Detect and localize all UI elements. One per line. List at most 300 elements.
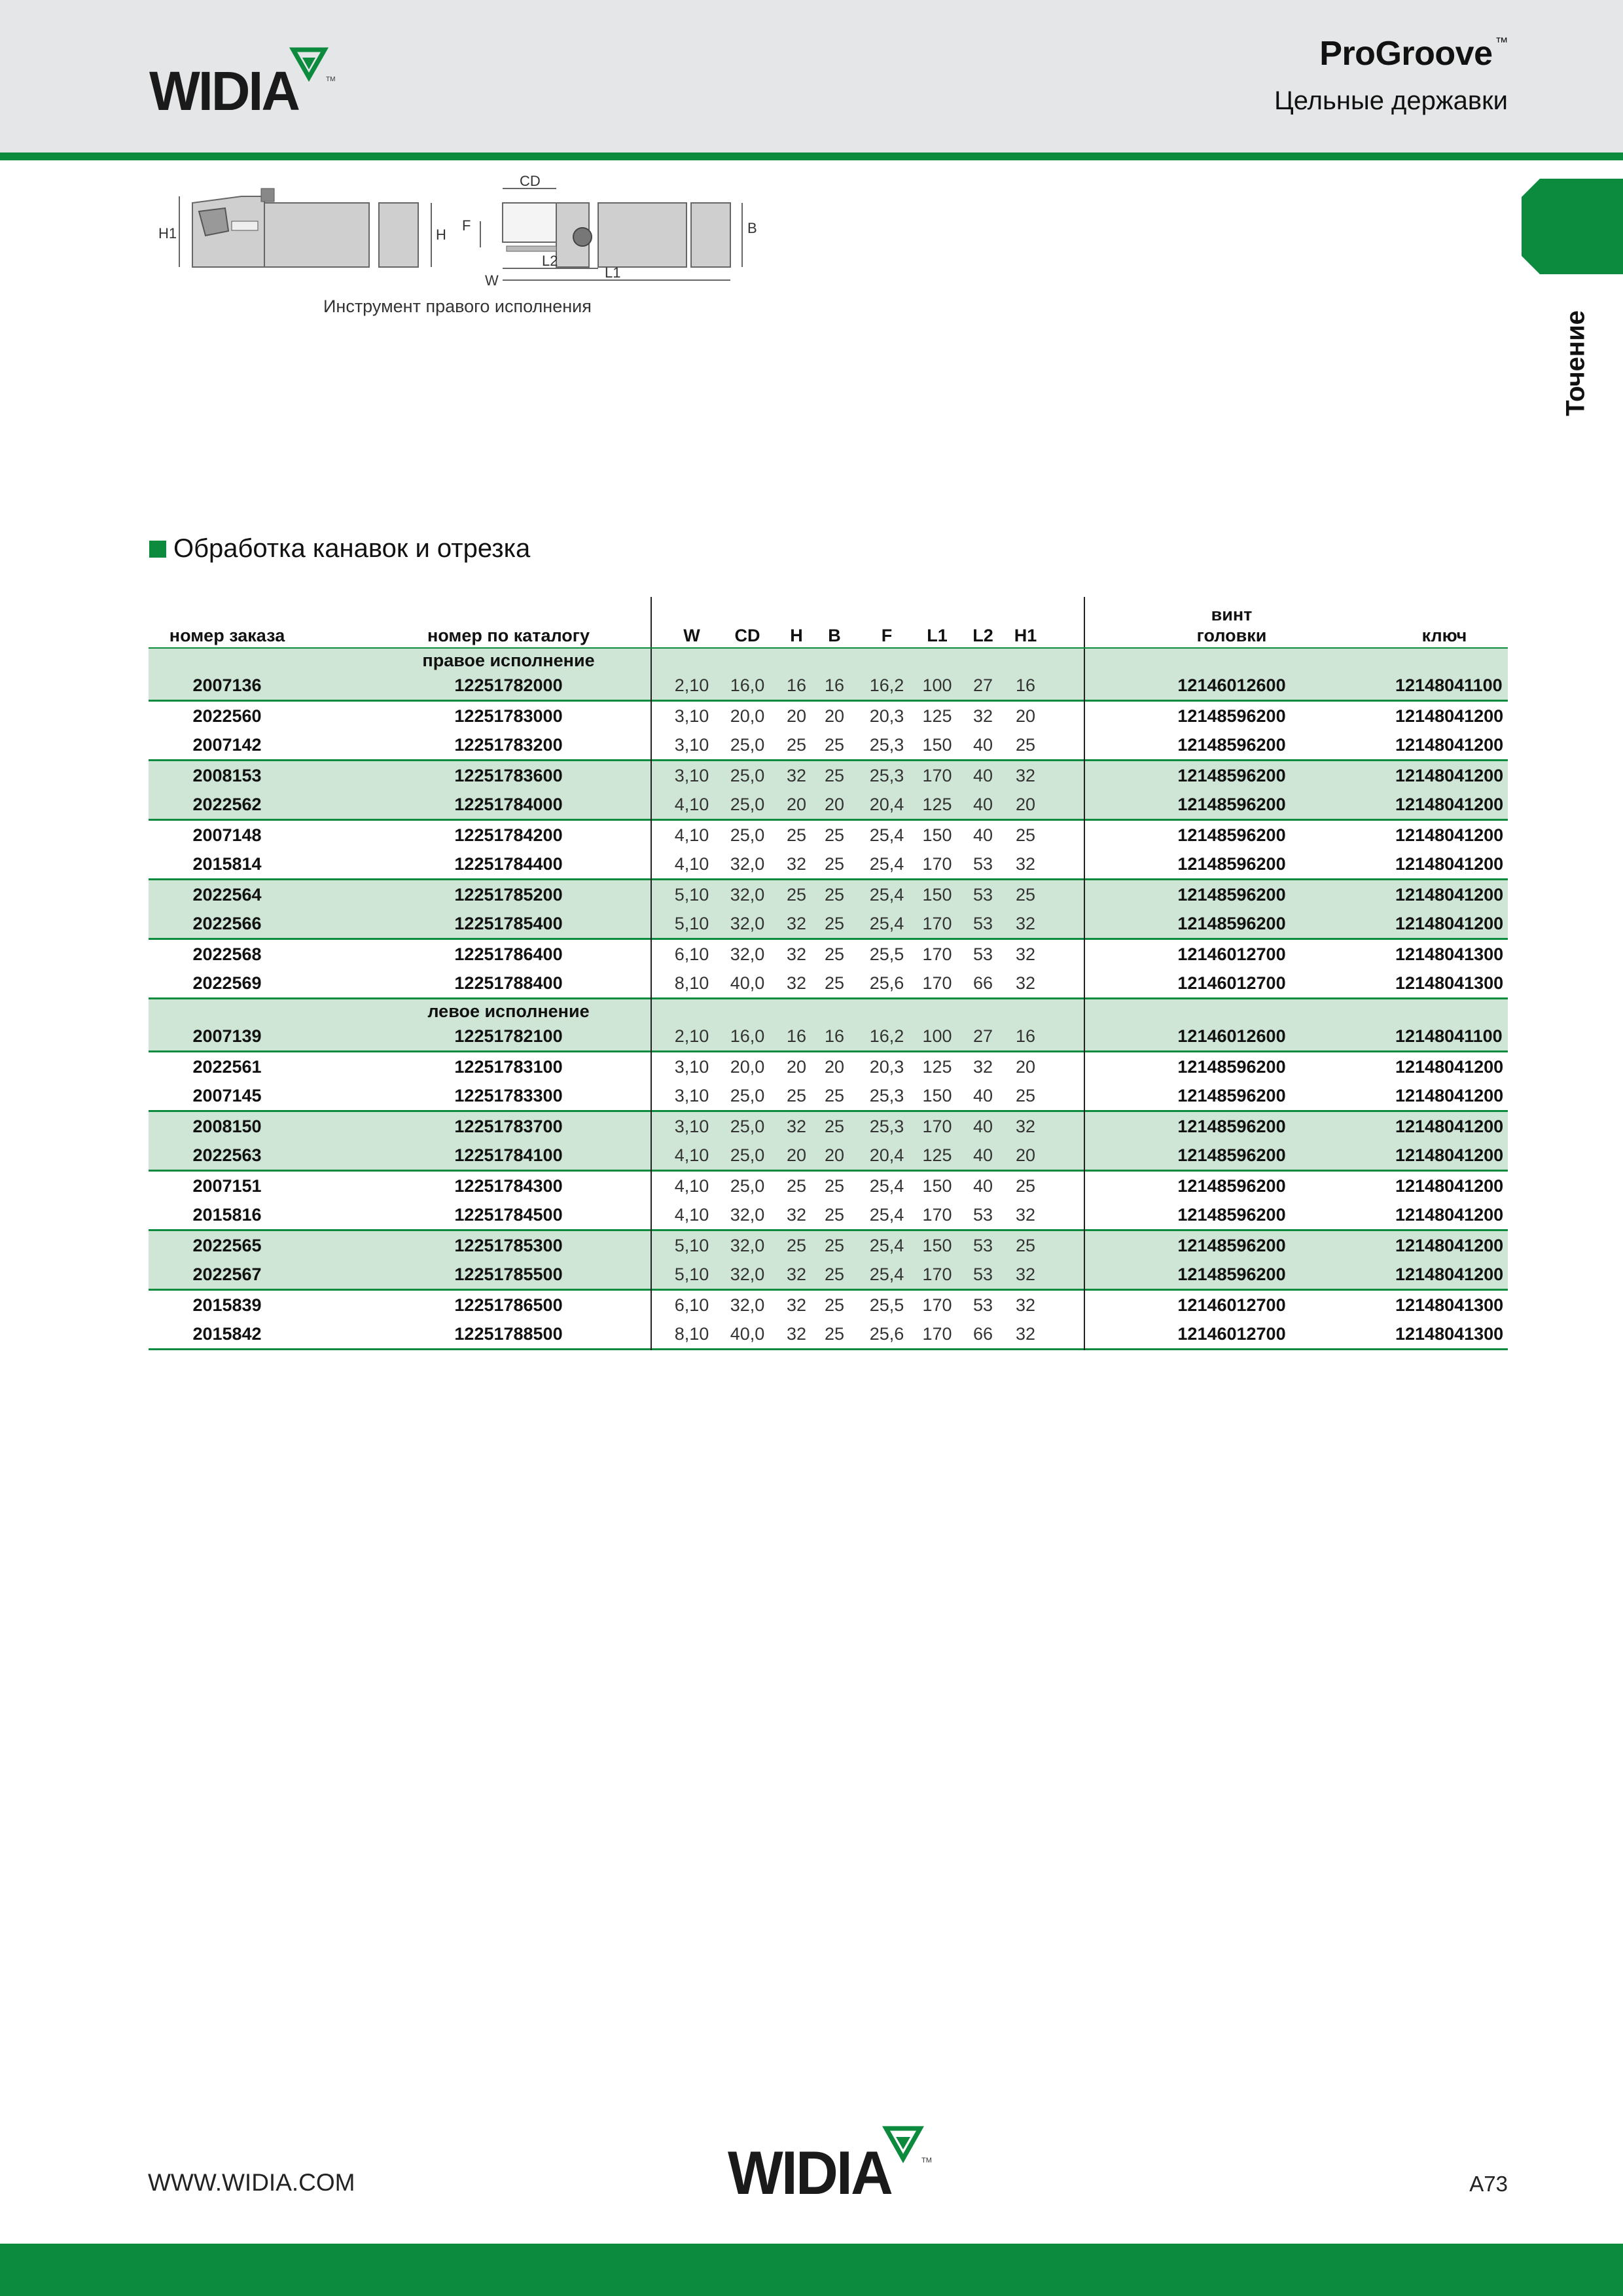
- cell-l2: 32: [972, 1057, 993, 1077]
- cell-screw: 12146012600: [1177, 1026, 1286, 1046]
- cell-cd: 32,0: [730, 854, 765, 874]
- cell-f: 25,3: [869, 766, 904, 785]
- cell-cd: 32,0: [730, 885, 765, 905]
- cell-f: 25,4: [869, 885, 904, 905]
- col-catalog-number: номер по каталогу: [427, 626, 590, 645]
- svg-text:TM: TM: [921, 2157, 932, 2164]
- cell-b: 25: [824, 766, 845, 785]
- cell-h: 32: [786, 973, 807, 993]
- cell-w: 6,10: [674, 1295, 709, 1315]
- cell-w: 4,10: [674, 795, 709, 814]
- cell-b: 25: [824, 914, 845, 933]
- cell-catalog: 12251784100: [454, 1145, 563, 1165]
- svg-text:L1: L1: [605, 264, 621, 281]
- table-row: [149, 1022, 1508, 1050]
- cell-cd: 20,0: [730, 1057, 765, 1077]
- cell-b: 25: [824, 1324, 845, 1344]
- cell-l2: 40: [972, 1086, 993, 1105]
- table-row: [149, 1141, 1508, 1170]
- cell-order: 2022569: [192, 973, 262, 993]
- row-group: [149, 1172, 1508, 1231]
- cell-key: 12148041200: [1395, 1265, 1504, 1284]
- cell-l1: 125: [922, 795, 952, 814]
- cell-order: 2007142: [192, 735, 262, 755]
- cell-screw: 12148596200: [1177, 735, 1286, 755]
- cell-catalog: 12251786500: [454, 1295, 563, 1315]
- row-group: [149, 702, 1508, 761]
- cell-f: 16,2: [869, 1026, 904, 1046]
- cell-cd: 25,0: [730, 1176, 765, 1196]
- cell-h1: 25: [1015, 735, 1036, 755]
- cell-b: 25: [824, 944, 845, 964]
- svg-text:L2: L2: [542, 253, 558, 269]
- header-divider: [0, 152, 1623, 160]
- table-row: [149, 940, 1508, 969]
- cell-screw: 12148596200: [1177, 1057, 1286, 1077]
- cell-order: 2015816: [192, 1205, 262, 1225]
- cell-l1: 170: [922, 973, 952, 993]
- svg-text:F: F: [462, 217, 471, 234]
- product-subtitle: Цельные державки: [1274, 86, 1508, 115]
- cell-catalog: 12251785500: [454, 1265, 563, 1284]
- cell-order: 2008150: [192, 1117, 262, 1136]
- cell-screw: 12146012700: [1177, 1295, 1286, 1315]
- table-row: [149, 730, 1508, 759]
- svg-text:H1: H1: [158, 225, 177, 242]
- cell-w: 4,10: [674, 1145, 709, 1165]
- cell-h: 32: [786, 1265, 807, 1284]
- cell-cd: 32,0: [730, 914, 765, 933]
- cell-h: 20: [786, 1145, 807, 1165]
- cell-key: 12148041200: [1395, 735, 1504, 755]
- cell-screw: 12148596200: [1177, 1205, 1286, 1225]
- cell-w: 8,10: [674, 973, 709, 993]
- col-h1: H1: [1014, 626, 1037, 645]
- cell-catalog: 12251788400: [454, 973, 563, 993]
- cell-l1: 170: [922, 854, 952, 874]
- cell-l2: 53: [972, 1205, 993, 1225]
- cell-l1: 150: [922, 825, 952, 845]
- cell-w: 3,10: [674, 735, 709, 755]
- cell-screw: 12146012700: [1177, 1324, 1286, 1344]
- table-row: [149, 909, 1508, 938]
- cell-f: 25,4: [869, 1236, 904, 1255]
- svg-text:TM: TM: [326, 76, 336, 83]
- cell-f: 25,3: [869, 735, 904, 755]
- cell-screw: 12148596200: [1177, 1265, 1286, 1284]
- cell-h1: 25: [1015, 1236, 1036, 1255]
- col-cd: CD: [734, 626, 760, 645]
- cell-cd: 25,0: [730, 825, 765, 845]
- cell-w: 6,10: [674, 944, 709, 964]
- cell-key: 12148041200: [1395, 1057, 1504, 1077]
- cell-b: 20: [824, 706, 845, 726]
- cell-cd: 40,0: [730, 973, 765, 993]
- cell-f: 25,5: [869, 1295, 904, 1315]
- cell-f: 25,4: [869, 914, 904, 933]
- cell-w: 5,10: [674, 1236, 709, 1255]
- cell-f: 20,4: [869, 1145, 904, 1165]
- cell-b: 20: [824, 1057, 845, 1077]
- cell-cd: 25,0: [730, 735, 765, 755]
- table-row: [149, 1231, 1508, 1260]
- table-row: [149, 702, 1508, 730]
- cell-f: 20,3: [869, 706, 904, 726]
- cell-key: 12148041300: [1395, 1295, 1504, 1315]
- table-row: [149, 1112, 1508, 1141]
- cell-h: 32: [786, 944, 807, 964]
- cell-f: 20,4: [869, 795, 904, 814]
- cell-l1: 170: [922, 914, 952, 933]
- cell-l2: 40: [972, 766, 993, 785]
- cell-f: 25,4: [869, 825, 904, 845]
- cell-catalog: 12251785300: [454, 1236, 563, 1255]
- cell-h1: 20: [1015, 1145, 1036, 1165]
- section-tab-marker: [1520, 179, 1623, 274]
- col-l2: L2: [972, 626, 993, 645]
- table-row: [149, 761, 1508, 790]
- cell-w: 4,10: [674, 854, 709, 874]
- cell-screw: 12148596200: [1177, 1176, 1286, 1196]
- cell-screw: 12148596200: [1177, 706, 1286, 726]
- cell-h: 32: [786, 1324, 807, 1344]
- widia-logo: [148, 43, 338, 115]
- cell-screw: 12148596200: [1177, 795, 1286, 814]
- cell-f: 25,3: [869, 1086, 904, 1105]
- cell-h1: 32: [1015, 914, 1036, 933]
- cell-h1: 20: [1015, 706, 1036, 726]
- cell-h: 32: [786, 854, 807, 874]
- cell-cd: 32,0: [730, 1265, 765, 1284]
- cell-catalog: 12251782100: [454, 1026, 563, 1046]
- cell-h: 25: [786, 825, 807, 845]
- cell-h1: 32: [1015, 1205, 1036, 1225]
- table-row: [149, 671, 1508, 700]
- cell-l2: 40: [972, 1117, 993, 1136]
- cell-catalog: 12251783200: [454, 735, 563, 755]
- cell-catalog: 12251783600: [454, 766, 563, 785]
- cell-b: 25: [824, 1176, 845, 1196]
- cell-b: 25: [824, 973, 845, 993]
- cell-l1: 150: [922, 885, 952, 905]
- cell-order: 2022564: [192, 885, 262, 905]
- cell-l2: 40: [972, 1145, 993, 1165]
- cell-b: 20: [824, 1145, 845, 1165]
- cell-b: 25: [824, 1205, 845, 1225]
- cell-h1: 20: [1015, 1057, 1036, 1077]
- cell-h1: 32: [1015, 1265, 1036, 1284]
- cell-l2: 40: [972, 795, 993, 814]
- cell-screw: 12148596200: [1177, 1236, 1286, 1255]
- cell-cd: 25,0: [730, 1086, 765, 1105]
- col-f: F: [881, 626, 893, 645]
- table-row: [149, 1172, 1508, 1200]
- cell-catalog: 12251783000: [454, 706, 563, 726]
- cell-key: 12148041200: [1395, 885, 1504, 905]
- cell-catalog: 12251784500: [454, 1205, 563, 1225]
- cell-order: 2022562: [192, 795, 262, 814]
- cell-key: 12148041200: [1395, 854, 1504, 874]
- svg-text:CD: CD: [520, 175, 541, 189]
- cell-catalog: 12251784000: [454, 795, 563, 814]
- cell-screw: 12148596200: [1177, 766, 1286, 785]
- cell-f: 25,4: [869, 1205, 904, 1225]
- cell-order: 2022560: [192, 706, 262, 726]
- cell-w: 2,10: [674, 1026, 709, 1046]
- cell-key: 12148041200: [1395, 766, 1504, 785]
- cell-screw: 12148596200: [1177, 885, 1286, 905]
- cell-l2: 32: [972, 706, 993, 726]
- cell-order: 2022565: [192, 1236, 262, 1255]
- cell-b: 20: [824, 795, 845, 814]
- cell-h1: 32: [1015, 973, 1036, 993]
- row-group: [149, 761, 1508, 821]
- diagram-caption: Инструмент правого исполнения: [323, 296, 592, 316]
- cell-h1: 25: [1015, 825, 1036, 845]
- cell-screw: 12146012700: [1177, 944, 1286, 964]
- table-row: [149, 969, 1508, 997]
- cell-f: 25,4: [869, 1265, 904, 1284]
- section-subheader: левое исполнение: [427, 1001, 590, 1021]
- svg-text:B: B: [747, 220, 757, 236]
- cell-l1: 125: [922, 1057, 952, 1077]
- cell-key: 12148041300: [1395, 973, 1504, 993]
- cell-cd: 32,0: [730, 1236, 765, 1255]
- cell-screw: 12148596200: [1177, 825, 1286, 845]
- cell-h: 20: [786, 795, 807, 814]
- cell-w: 4,10: [674, 825, 709, 845]
- cell-f: 16,2: [869, 675, 904, 695]
- cell-w: 4,10: [674, 1205, 709, 1225]
- cell-h: 25: [786, 1086, 807, 1105]
- cell-order: 2022566: [192, 914, 262, 933]
- cell-key: 12148041200: [1395, 825, 1504, 845]
- cell-l1: 170: [922, 1205, 952, 1225]
- cell-h1: 25: [1015, 885, 1036, 905]
- cell-f: 25,6: [869, 1324, 904, 1344]
- cell-catalog: 12251784200: [454, 825, 563, 845]
- cell-f: 25,6: [869, 973, 904, 993]
- widia-logo-footer: [726, 2121, 936, 2199]
- col-key: ключ: [1421, 626, 1467, 645]
- cell-catalog: 12251786400: [454, 944, 563, 964]
- cell-l1: 170: [922, 1117, 952, 1136]
- cell-b: 25: [824, 854, 845, 874]
- row-group: [149, 999, 1508, 1052]
- website-link[interactable]: WWW.WIDIA.COM: [148, 2169, 355, 2196]
- cell-h: 32: [786, 914, 807, 933]
- cell-cd: 16,0: [730, 1026, 765, 1046]
- cell-h1: 32: [1015, 766, 1036, 785]
- row-group: [149, 940, 1508, 999]
- table-row: [149, 1319, 1508, 1348]
- cell-order: 2007139: [192, 1026, 262, 1046]
- cell-l2: 53: [972, 1265, 993, 1284]
- cell-h: 32: [786, 1117, 807, 1136]
- cell-catalog: 12251783100: [454, 1057, 563, 1077]
- cell-b: 16: [824, 1026, 845, 1046]
- section-title: Обработка канавок и отрезка: [173, 534, 531, 563]
- cell-cd: 25,0: [730, 766, 765, 785]
- cell-key: 12148041200: [1395, 1205, 1504, 1225]
- cell-order: 2007145: [192, 1086, 262, 1105]
- cell-key: 12148041300: [1395, 944, 1504, 964]
- cell-key: 12148041200: [1395, 795, 1504, 814]
- cell-order: 2022563: [192, 1145, 262, 1165]
- cell-l2: 40: [972, 735, 993, 755]
- cell-key: 12148041100: [1395, 675, 1503, 695]
- cell-l2: 53: [972, 854, 993, 874]
- row-group: [149, 649, 1508, 702]
- cell-catalog: 12251784300: [454, 1176, 563, 1196]
- cell-h: 32: [786, 1295, 807, 1315]
- cell-h: 20: [786, 706, 807, 726]
- cell-w: 3,10: [674, 766, 709, 785]
- cell-h: 25: [786, 1236, 807, 1255]
- cell-h1: 32: [1015, 854, 1036, 874]
- section-bullet: [149, 541, 166, 558]
- row-group: [149, 1112, 1508, 1172]
- cell-l1: 100: [922, 1026, 952, 1046]
- table-row: [149, 1291, 1508, 1319]
- cell-l2: 40: [972, 1176, 993, 1196]
- cell-order: 2007148: [192, 825, 262, 845]
- cell-cd: 20,0: [730, 706, 765, 726]
- cell-f: 25,5: [869, 944, 904, 964]
- cell-screw: 12148596200: [1177, 1117, 1286, 1136]
- col-l1: L1: [927, 626, 948, 645]
- cell-h1: 32: [1015, 1324, 1036, 1344]
- section-subheader: правое исполнение: [422, 651, 595, 670]
- cell-screw: 12146012600: [1177, 675, 1286, 695]
- product-title: ProGroove ™: [1319, 35, 1508, 73]
- table-row: [149, 880, 1508, 909]
- cell-h: 25: [786, 1176, 807, 1196]
- cell-h1: 32: [1015, 944, 1036, 964]
- parts-table: [149, 597, 1508, 1350]
- cell-screw: 12148596200: [1177, 1086, 1286, 1105]
- cell-cd: 40,0: [730, 1324, 765, 1344]
- col-screw-line1: винт: [1211, 605, 1253, 624]
- cell-key: 12148041200: [1395, 1117, 1504, 1136]
- cell-w: 2,10: [674, 675, 709, 695]
- cell-h1: 32: [1015, 1117, 1036, 1136]
- cell-order: 2015839: [192, 1295, 262, 1315]
- cell-h: 32: [786, 1205, 807, 1225]
- cell-catalog: 12251784400: [454, 854, 563, 874]
- cell-l2: 66: [972, 973, 993, 993]
- row-group: [149, 880, 1508, 940]
- cell-key: 12148041200: [1395, 706, 1504, 726]
- col-screw: [1166, 604, 1297, 646]
- cell-cd: 16,0: [730, 675, 765, 695]
- cell-catalog: 12251785400: [454, 914, 563, 933]
- col-h: H: [790, 626, 803, 645]
- cell-b: 25: [824, 735, 845, 755]
- cell-h: 16: [786, 1026, 807, 1046]
- cell-h1: 20: [1015, 795, 1036, 814]
- row-group: [149, 1291, 1508, 1350]
- cell-w: 5,10: [674, 1265, 709, 1284]
- cell-l1: 125: [922, 1145, 952, 1165]
- table-row: [149, 850, 1508, 878]
- cell-f: 25,4: [869, 1176, 904, 1196]
- cell-order: 2022567: [192, 1265, 262, 1284]
- cell-l1: 125: [922, 706, 952, 726]
- cell-b: 25: [824, 1236, 845, 1255]
- cell-b: 25: [824, 1117, 845, 1136]
- footer-logo-wordmark: WIDIA: [728, 2138, 893, 2199]
- row-group: [149, 1231, 1508, 1291]
- cell-order: 2007136: [192, 675, 262, 695]
- cell-key: 12148041200: [1395, 914, 1504, 933]
- cell-catalog: 12251783300: [454, 1086, 563, 1105]
- cell-b: 25: [824, 1086, 845, 1105]
- cell-h: 16: [786, 675, 807, 695]
- table-row: [149, 1200, 1508, 1229]
- cell-cd: 25,0: [730, 795, 765, 814]
- section-subheader-row: [149, 649, 1508, 671]
- cell-b: 25: [824, 825, 845, 845]
- cell-b: 16: [824, 675, 845, 695]
- cell-key: 12148041200: [1395, 1236, 1504, 1255]
- svg-text:W: W: [485, 272, 499, 289]
- cell-b: 25: [824, 885, 845, 905]
- cell-order: 2007151: [192, 1176, 262, 1196]
- cell-h1: 25: [1015, 1086, 1036, 1105]
- cell-l1: 150: [922, 735, 952, 755]
- table-body: [149, 649, 1508, 1350]
- cell-h1: 16: [1015, 675, 1036, 695]
- cell-key: 12148041300: [1395, 1324, 1504, 1344]
- cell-f: 25,4: [869, 854, 904, 874]
- table-row: [149, 790, 1508, 819]
- cell-cd: 32,0: [730, 944, 765, 964]
- cell-l2: 27: [972, 1026, 993, 1046]
- cell-order: 2008153: [192, 766, 262, 785]
- row-group: [149, 821, 1508, 880]
- cell-cd: 25,0: [730, 1145, 765, 1165]
- cell-key: 12148041200: [1395, 1145, 1504, 1165]
- cell-w: 3,10: [674, 1057, 709, 1077]
- cell-l1: 150: [922, 1086, 952, 1105]
- table-row: [149, 821, 1508, 850]
- cell-catalog: 12251788500: [454, 1324, 563, 1344]
- section-subheader-row: [149, 999, 1508, 1022]
- cell-key: 12148041200: [1395, 1086, 1504, 1105]
- cell-w: 3,10: [674, 1086, 709, 1105]
- table-header: [149, 597, 1508, 649]
- cell-b: 25: [824, 1295, 845, 1315]
- page-number: A73: [1469, 2172, 1508, 2196]
- cell-l1: 150: [922, 1236, 952, 1255]
- cell-order: 2015814: [192, 854, 262, 874]
- cell-l2: 66: [972, 1324, 993, 1344]
- cell-catalog: 12251783700: [454, 1117, 563, 1136]
- cell-w: 3,10: [674, 706, 709, 726]
- cell-l1: 100: [922, 675, 952, 695]
- col-screw-line2: головки: [1196, 626, 1267, 645]
- cell-h: 25: [786, 735, 807, 755]
- cell-b: 25: [824, 1265, 845, 1284]
- cell-order: 2022561: [192, 1057, 262, 1077]
- cell-l2: 53: [972, 944, 993, 964]
- row-group: [149, 1052, 1508, 1112]
- cell-l1: 170: [922, 1295, 952, 1315]
- logo-wordmark: WIDIA: [149, 60, 300, 115]
- cell-h1: 16: [1015, 1026, 1036, 1046]
- cell-l2: 40: [972, 825, 993, 845]
